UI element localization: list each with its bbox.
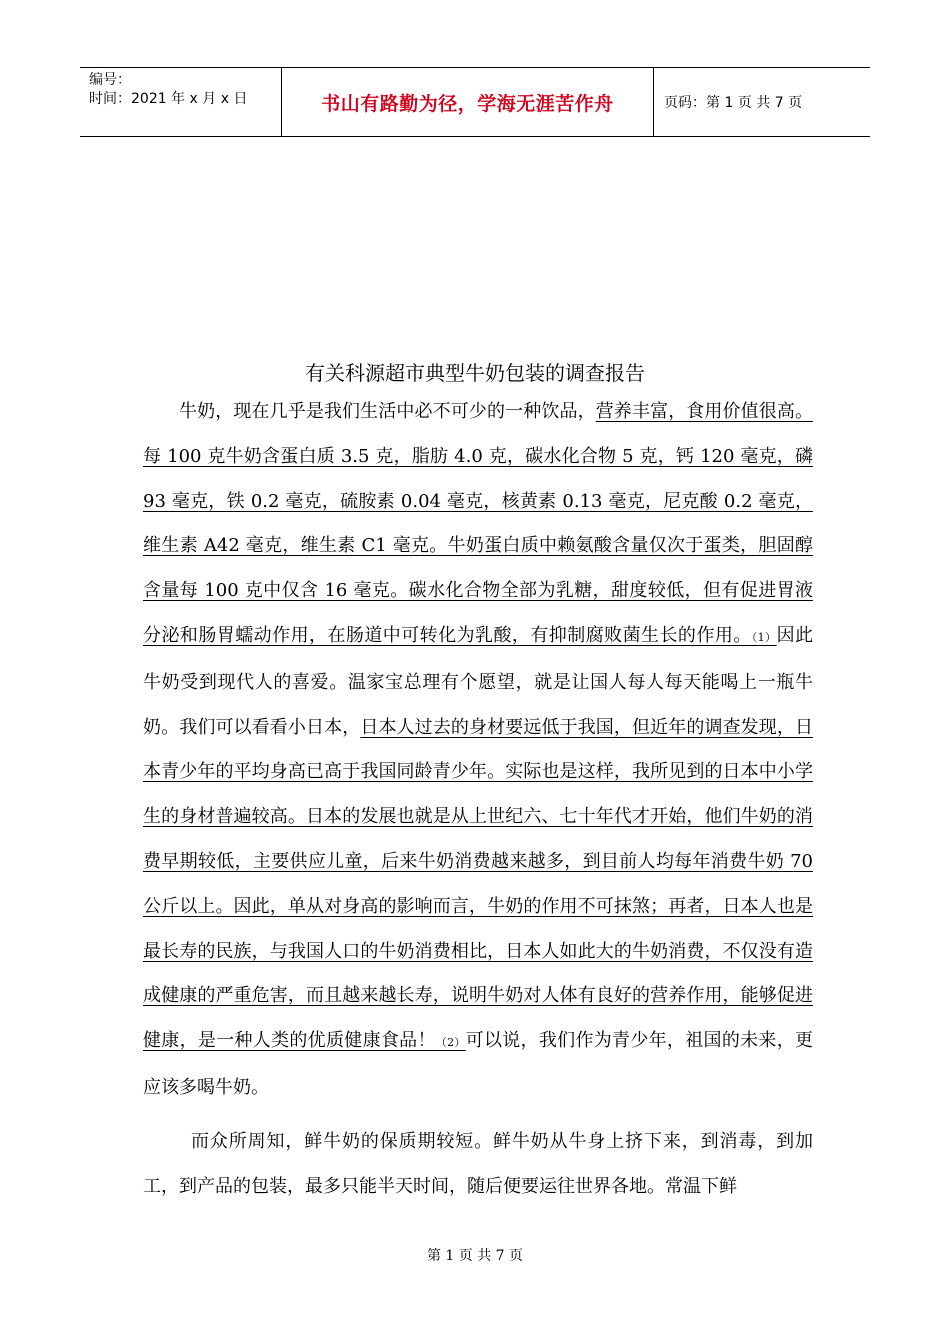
footnote-ref-2: （2） xyxy=(435,1036,466,1050)
p1-text-1: 牛奶，现在几乎是我们生活中必不可少的一种饮品， xyxy=(179,401,596,422)
footnote-ref-1: （1） xyxy=(751,630,777,644)
p1-underlined-2-text: 日本人过去的身材要远低于我国，但近年的调查发现，日本青少年的平均身高已高于我国同龄青少年。实际也是这样，我所见到的日本中小学生的身材普遍较高。日本的发展也就是从上世纪六、七十年代才开始，他们牛奶的消费早期较低，主要供应儿童，后来牛奶消费越来越多，到目前人均每年消费牛奶 70 公斤以上。因此，单从对身高的影响而言，牛奶的作用不可抹煞；再者，日本人也是最长寿的民族，与我国人口的牛奶消费相比，日本人如此大的牛奶消费，不仅没有造成健康的严重危害，而且越来越长寿，说明牛奶对人体有良好的营养作用，能够促进健康，是一种人类的优质健康食品！ xyxy=(143,716,814,1052)
report-body xyxy=(143,390,813,1209)
p1-underlined-1-text: 营养丰富，食用价值很高。每 100 克牛奶含蛋白质 3.5 克，脂肪 4.0 克，碳水化合物 5 克，钙 120 毫克，磷 93 毫克，铁 0.2 毫克，硫胺素 0.04 毫克，核黄素 0.13 毫克，尼克酸 0.2 毫克，维生素 A42 毫克，维生素 C1 毫克。牛奶蛋白质中赖氨酸含量仅次于蛋类，胆固醇含量每 100 克中仅含 16 毫克。碳水化合物全部为乳糖，甜度较低，但有促进胃液分泌和肠胃蠕动作用，在肠道中可转化为乳酸，有抑制腐败菌生长的作用。 xyxy=(143,401,814,646)
report-title: 有关科源超市典型牛奶包装的调查报告 xyxy=(305,361,645,385)
header-meta xyxy=(80,68,282,136)
page-footer: 第 1 页 共 7 页 xyxy=(426,1248,524,1264)
p1-underlined-1 xyxy=(143,401,813,646)
header-motto: 书山有路勤为径，学海无涯苦作舟 xyxy=(282,68,654,136)
document-header xyxy=(80,67,870,137)
paragraph-2: 而众所周知，鲜牛奶的保质期较短。鲜牛奶从牛身上挤下来，到消毒，到加工，到产品的包装，最多只能半天时间，随后便要运往世界各地。常温下鲜 xyxy=(143,1130,813,1197)
date-label: 时间：2021 年 x 月 x 日 xyxy=(89,91,248,107)
number-label: 编号： xyxy=(89,72,131,88)
paragraph-1 xyxy=(143,390,813,1111)
p1-underlined-2 xyxy=(143,717,813,1052)
header-page-info: 页码：第 1 页 共 7 页 xyxy=(664,95,803,111)
p1-text-3: 可以说，我们作为青少年，祖国的未来，更应该多喝牛奶。 xyxy=(143,1030,814,1098)
p1-text-2: 因此牛奶受到现代人的喜爱。温家宝总理有个愿望，就是让国人每人每天能喝上一瓶牛奶。我们可以看看小日本， xyxy=(143,624,814,738)
